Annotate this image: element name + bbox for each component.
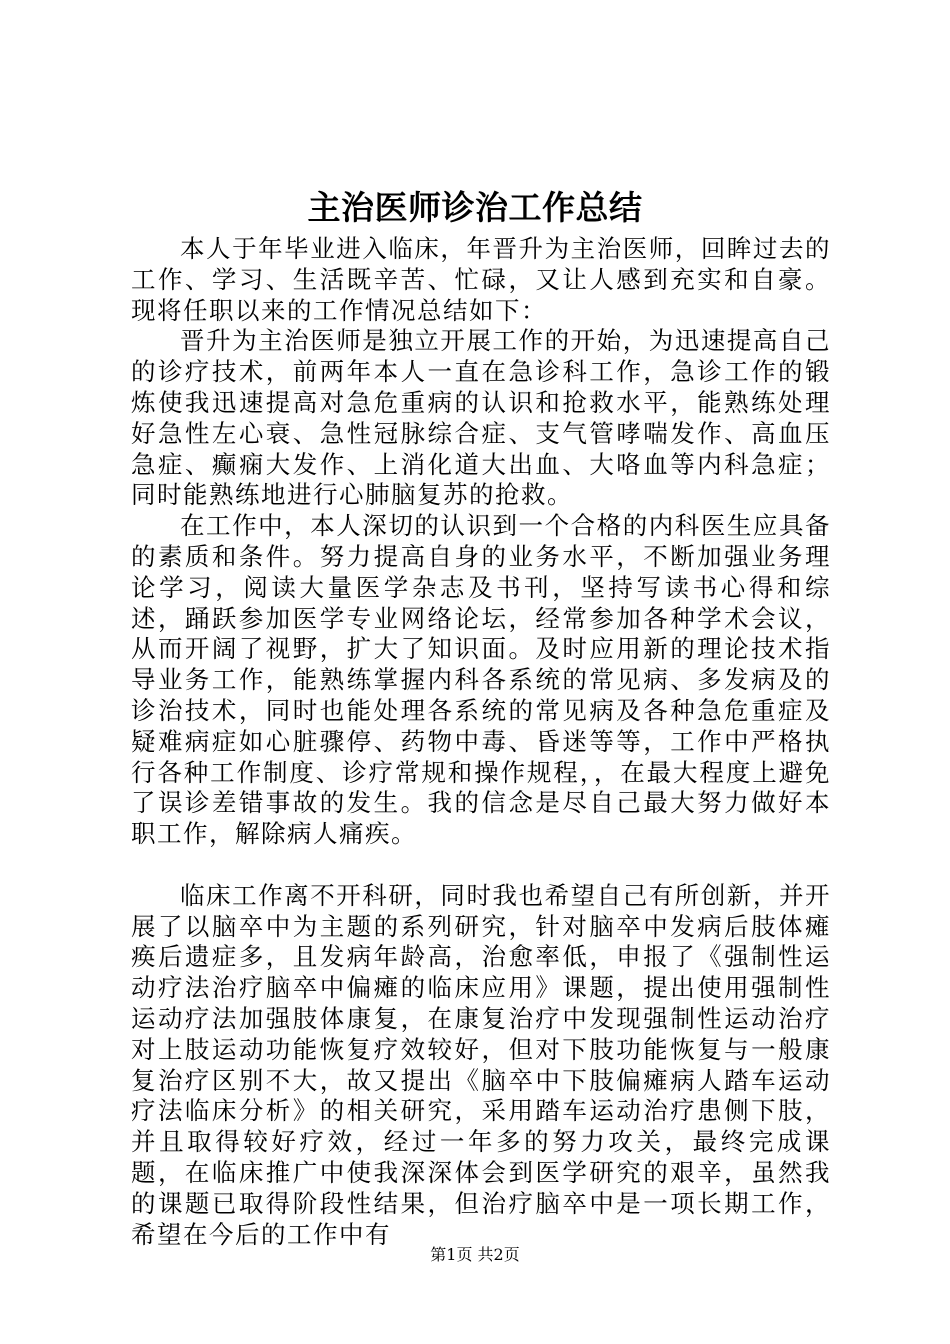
page-number-footer: 第1页 共2页 bbox=[430, 1245, 520, 1264]
paragraph-intro: 本人于年毕业进入临床，年晋升为主治医师，回眸过去的工作、学习、生活既辛苦、忙碌，又让人感到充实和自豪。现将任职以来的工作情况总结如下： bbox=[131, 234, 831, 325]
paragraph-spacer bbox=[131, 850, 831, 881]
paragraph-emergency-work: 晋升为主治医师是独立开展工作的开始，为迅速提高自己的诊疗技术，前两年本人一直在急诊科工作，急诊工作的锻炼使我迅速提高对急危重病的认识和抢救水平，能熟练处理好急性左心衰、急性冠脉综合症、支气管哮喘发作、高血压急症、癫痫大发作、上消化道大出血、大咯血等内科急症；同时能熟练地进行心肺脑复苏的抢救。 bbox=[131, 326, 831, 510]
paragraph-professional-growth: 在工作中，本人深切的认识到一个合格的内科医生应具备的素质和条件。努力提高自身的业务水平，不断加强业务理论学习，阅读大量医学杂志及书刊，坚持写读书心得和综述，踊跃参加医学专业网络论坛，经常参加各种学术会议，从而开阔了视野，扩大了知识面。及时应用新的理论技术指导业务工作，能熟练掌握内科各系统的常见病、多发病及的诊治技术，同时也能处理各系统的常见病及各种急危重症及疑难病症如心脏骤停、药物中毒、昏迷等等，工作中严格执行各种工作制度、诊疗常规和操作规程，，在最大程度上避免了误诊差错事故的发生。我的信念是尽自己最大努力做好本职工作，解除病人痛疾。 bbox=[131, 511, 831, 849]
document-body bbox=[131, 234, 831, 1250]
document-title: 主治医师诊治工作总结 bbox=[307, 188, 643, 227]
paragraph-research: 临床工作离不开科研，同时我也希望自己有所创新，并开展了以脑卒中为主题的系列研究，针对脑卒中发病后肢体瘫痪后遗症多，且发病年龄高，治愈率低，申报了《强制性运动疗法治疗脑卒中偏瘫的临床应用》课题，提出使用强制性运动疗法加强肢体康复，在康复治疗中发现强制性运动治疗对上肢运动功能恢复疗效较好，但对下肢功能恢复与一般康复治疗区别不大，故又提出《脑卒中下肢偏瘫病人踏车运动疗法临床分析》的相关研究，采用踏车运动治疗患侧下肢，并且取得较好疗效，经过一年多的努力攻关，最终完成课题，在临床推广中使我深深体会到医学研究的艰辛，虽然我的课题已取得阶段性结果，但治疗脑卒中是一项长期工作，希望在今后的工作中有 bbox=[131, 880, 831, 1249]
